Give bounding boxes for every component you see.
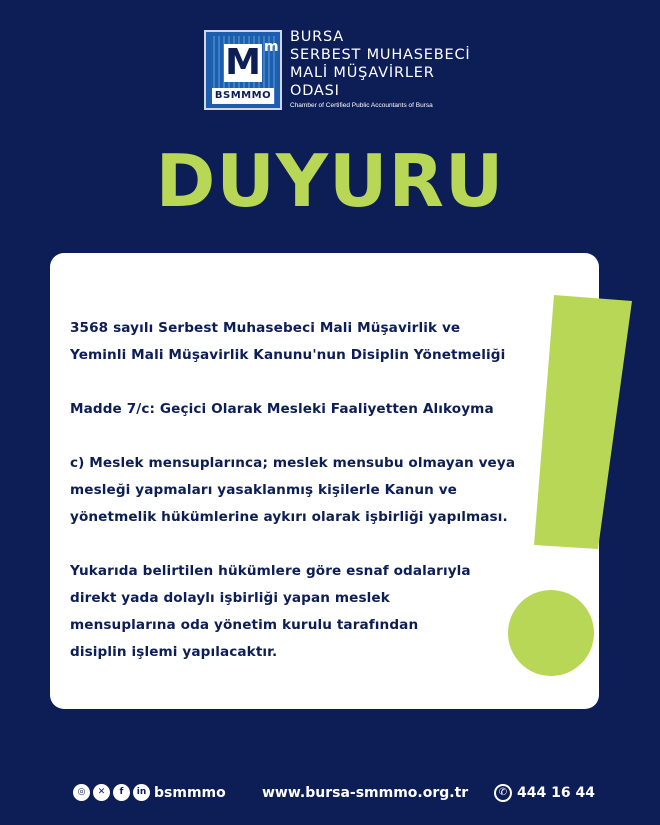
- org-name-line: BURSA: [290, 29, 345, 45]
- article-line: Madde 7/c: Geçici Olarak Mesleki Faaliyetten Alıkoyma: [70, 401, 494, 417]
- org-name-line: ODASI: [290, 83, 340, 99]
- social-handle[interactable]: bsmmmo: [154, 785, 226, 801]
- org-name-line: SERBEST MUHASEBECİ: [290, 47, 471, 63]
- clause-line: yönetmelik hükümlerine aykırı olarak işbirliği yapılması.: [70, 509, 508, 525]
- footer: [0, 778, 660, 808]
- phone-icon: ✆: [494, 784, 512, 802]
- page-title: DUYURU: [155, 139, 505, 223]
- exclamation-bar: [534, 295, 632, 549]
- org-subtitle: Chamber of Certified Public Accountants of Bursa: [290, 102, 433, 109]
- facebook-icon[interactable]: f: [113, 784, 130, 801]
- social-icons: [73, 784, 150, 802]
- clause-line: mesleği yapmaları yasaklanmış kişilerle Kanun ve: [70, 482, 458, 498]
- heading-line: Yeminli Mali Müşavirlik Kanunu'nun Disiplin Yönetmeliği: [70, 347, 506, 363]
- conclusion-line: disiplin işlemi yapılacaktır.: [70, 644, 278, 660]
- linkedin-icon[interactable]: in: [133, 784, 150, 801]
- instagram-icon[interactable]: ◎: [73, 784, 90, 801]
- conclusion-line: direkt yada dolaylı işbirliği yapan meslek: [70, 590, 390, 606]
- logo-abbreviation: BSMMMO: [212, 88, 274, 104]
- x-icon[interactable]: ✕: [93, 784, 110, 801]
- heading-line: 3568 sayılı Serbest Muhasebeci Mali Müşavirlik ve: [70, 320, 461, 336]
- phone-number[interactable]: 444 16 44: [517, 785, 595, 801]
- org-name-line: MALİ MÜŞAVİRLER: [290, 65, 435, 81]
- clause-line: c) Meslek mensuplarınca; meslek mensubu olmayan veya: [70, 455, 516, 471]
- conclusion-line: mensuplarına oda yönetim kurulu tarafından: [70, 617, 419, 633]
- exclamation-dot: [508, 590, 594, 676]
- logo-letter: M: [225, 42, 261, 83]
- website-link[interactable]: www.bursa-smmmo.org.tr: [262, 785, 469, 801]
- logo-superscript: m: [264, 39, 279, 55]
- conclusion-line: Yukarıda belirtilen hükümlere göre esnaf odalarıyla: [70, 563, 471, 579]
